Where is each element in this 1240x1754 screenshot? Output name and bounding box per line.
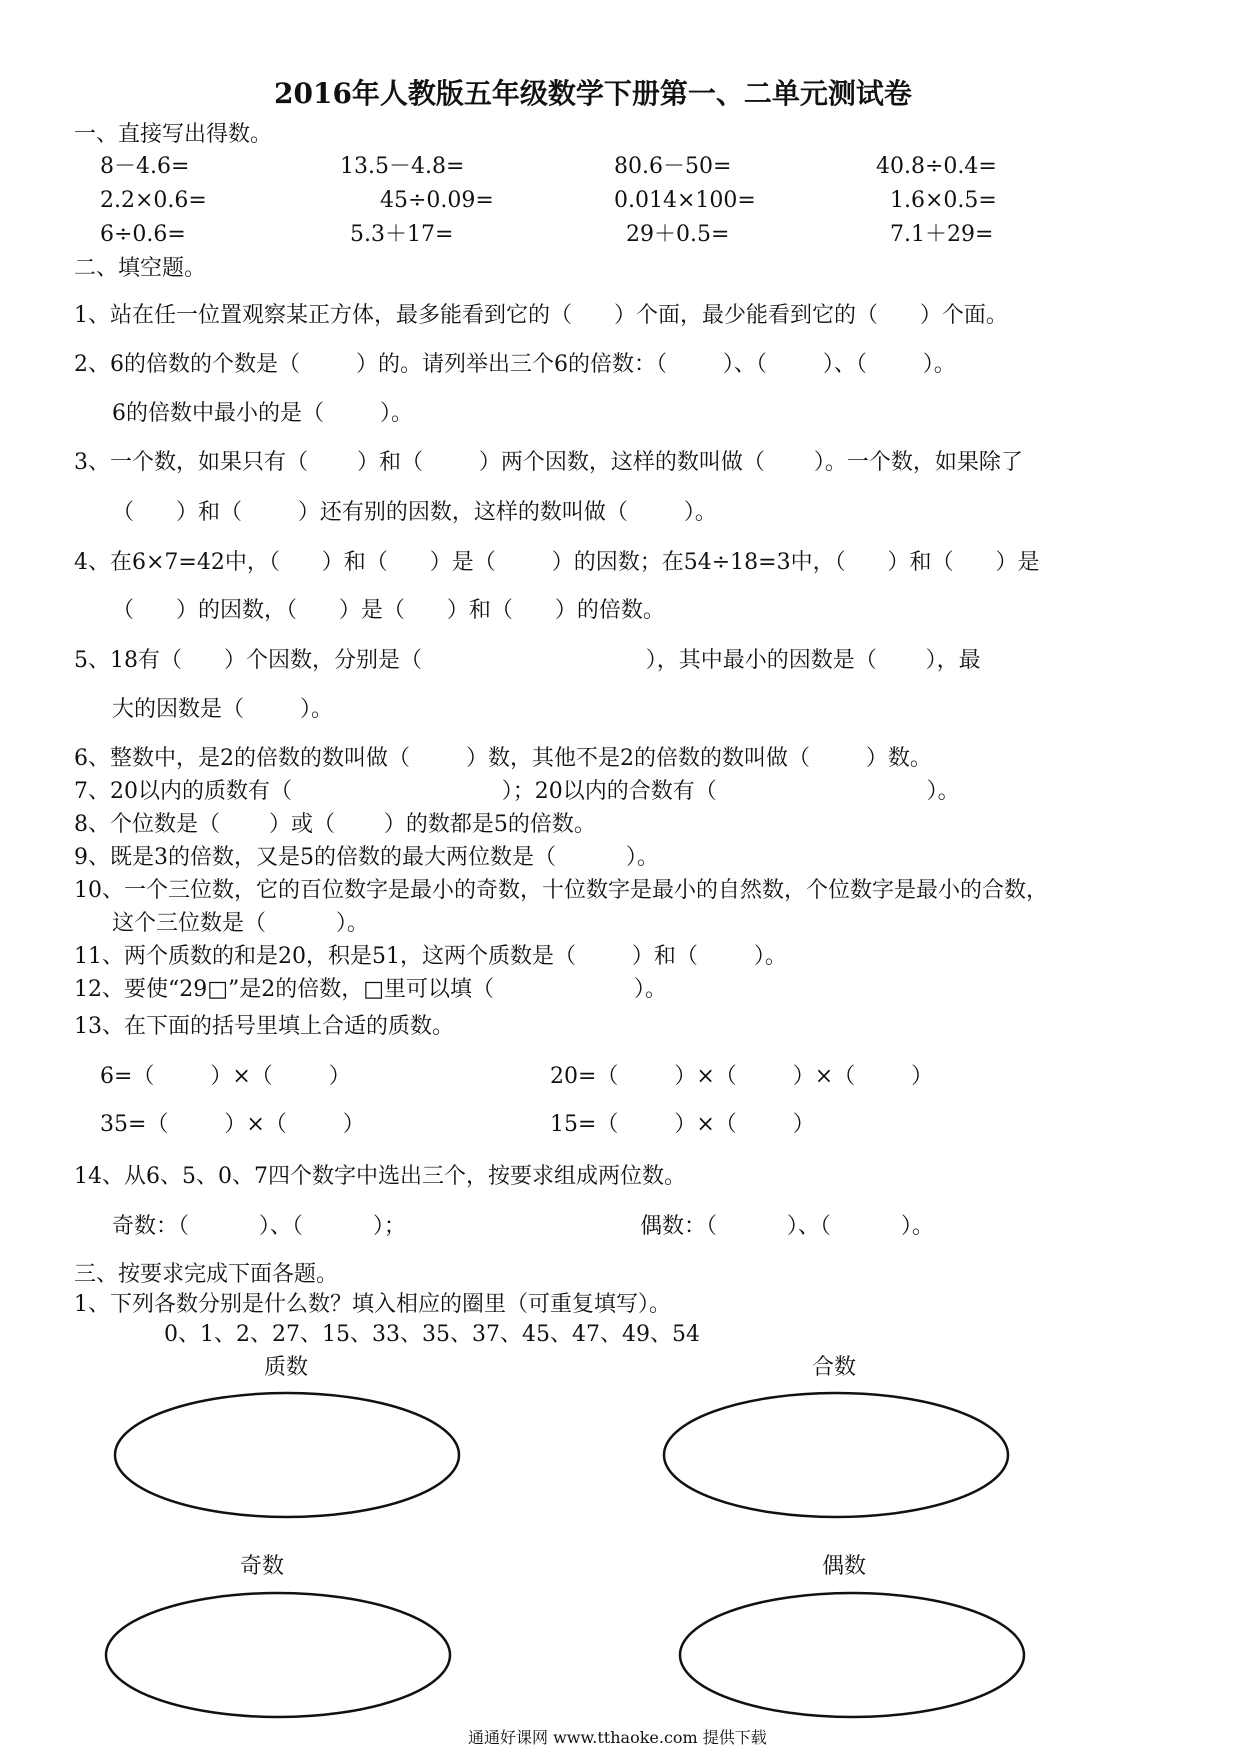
question-2-line2: 6的倍数中最小的是（ ）。 [112,401,413,426]
question-13-item-2: 20=（ ）×（ ）×（ ） [550,1064,934,1089]
question-2-line1: 2、6的倍数的个数是（ ）的。请列举出三个6的倍数：（ ）、（ ）、（ ）。 [74,352,956,377]
calc-3-2: 5.3＋17= [350,222,454,247]
question-10-line2: 这个三位数是（ ）。 [112,911,369,936]
calc-3-1: 6÷0.6= [100,222,186,247]
page-title: 2016年人教版五年级数学下册第一、二单元测试卷 [274,77,912,110]
question-14: 14、从6、5、0、7四个数字中选出三个，按要求组成两位数。 [74,1164,686,1189]
label-odd: 奇数 [240,1554,285,1579]
label-composite: 合数 [812,1355,857,1380]
prime-oval [115,1393,459,1517]
calc-2-3: 0.014×100= [614,188,756,213]
question-10-line1: 10、一个三位数，它的百位数字是最小的奇数，十位数字是最小的自然数，个位数字是最小的合数， [74,878,1048,903]
question-6: 6、整数中，是2的倍数的数叫做（ ）数，其他不是2的倍数的数叫做（ ）数。 [74,746,932,771]
section3-heading: 三、按要求完成下面各题。 [74,1262,339,1287]
footer-credit: 通通好课网 www.tthaoke.com 提供下载 [468,1728,767,1747]
section1-heading: 一、直接写出得数。 [74,122,273,147]
calc-1-3: 80.6－50= [614,154,732,179]
calc-2-2: 45÷0.09= [380,188,494,213]
question-1: 1、站在任一位置观察某正方体，最多能看到它的（ ）个面，最少能看到它的（ ）个面。 [74,303,1008,328]
calc-2-4: 1.6×0.5= [890,188,997,213]
question-7: 7、20以内的质数有（ ）；20以内的合数有（ ）。 [74,779,960,804]
question-8: 8、个位数是（ ）或（ ）的数都是5的倍数。 [74,812,596,837]
question-13-item-4: 15=（ ）×（ ） [550,1112,815,1137]
question-11: 11、两个质数的和是20，积是51，这两个质数是（ ）和（ ）。 [74,944,787,969]
question-13-item-1: 6=（ ）×（ ） [100,1064,351,1089]
question-14-odd: 奇数：（ ）、（ ）； [112,1214,406,1239]
question-4-line2: （ ）的因数，（ ）是（ ）和（ ）的倍数。 [112,598,665,623]
composite-oval [664,1393,1008,1517]
question-13: 13、在下面的括号里填上合适的质数。 [74,1014,454,1039]
calc-1-2: 13.5－4.8= [340,154,465,179]
label-prime: 质数 [264,1355,309,1380]
question-3-line2: （ ）和（ ）还有别的因数，这样的数叫做（ ）。 [112,500,717,525]
number-list: 0、1、2、27、15、33、35、37、45、47、49、54 [164,1322,700,1347]
calc-3-4: 7.1＋29= [890,222,994,247]
odd-oval [106,1593,450,1717]
label-even: 偶数 [822,1554,867,1579]
calc-1-4: 40.8÷0.4= [876,154,997,179]
even-oval [680,1593,1024,1717]
question-3-line1: 3、一个数，如果只有（ ）和（ ）两个因数，这样的数叫做（ ）。一个数，如果除了 [74,450,1023,475]
section3-question-1: 1、下列各数分别是什么数？填入相应的圈里（可重复填写）。 [74,1292,671,1317]
question-14-even: 偶数：（ ）、（ ）。 [640,1214,934,1239]
question-12: 12、要使“29□”是2的倍数，□里可以填（ ）。 [74,977,667,1002]
section2-heading: 二、填空题。 [74,256,207,281]
calc-2-1: 2.2×0.6= [100,188,207,213]
calc-1-1: 8－4.6= [100,154,190,179]
question-4-line1: 4、在6×7=42中，（ ）和（ ）是（ ）的因数；在54÷18=3中，（ ）和（ ）是 [74,550,1040,575]
question-5-line2: 大的因数是（ ）。 [112,697,333,722]
calc-3-3: 29＋0.5= [626,222,730,247]
question-5-line1: 5、18有（ ）个因数，分别是（ ），其中最小的因数是（ ），最 [74,648,981,673]
question-13-item-3: 35=（ ）×（ ） [100,1112,365,1137]
question-9: 9、既是3的倍数，又是5的倍数的最大两位数是（ ）。 [74,845,659,870]
